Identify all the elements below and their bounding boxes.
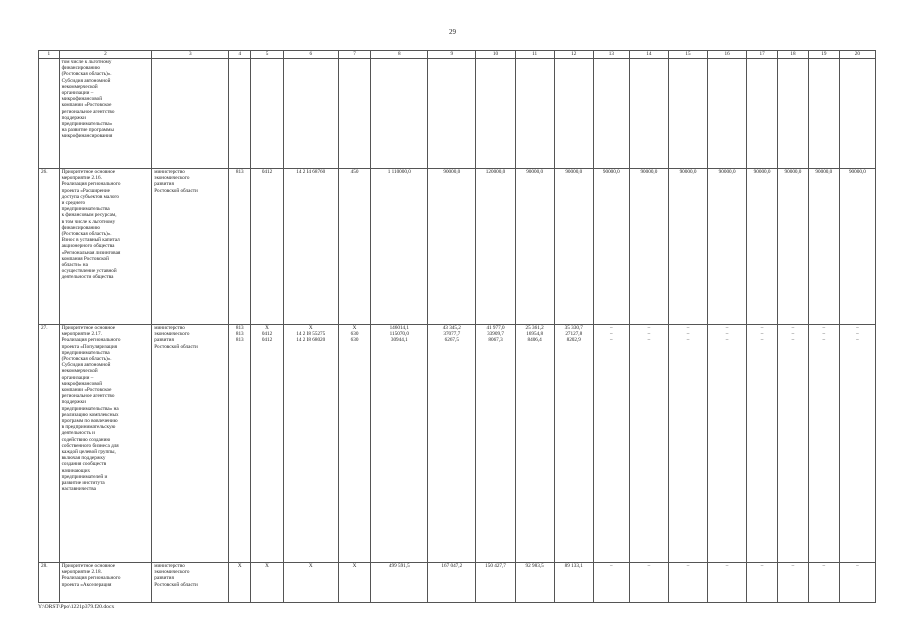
amount-cell: 90000,0 [848,169,866,175]
amount-cell: – [610,563,613,569]
table-cell [778,59,809,169]
amount-cell: – [856,563,859,569]
amount-cell: X [352,563,357,569]
table-cell [778,325,809,563]
row-number: 26. [41,169,48,175]
table-cell [476,169,515,325]
amount-cell: – [647,563,651,569]
table-cell [515,169,554,325]
table-cell [839,325,875,563]
table-cell [59,563,152,603]
table-cell [668,169,707,325]
responsible-executor: министерство экономического развития Ростовской области [154,563,198,588]
table-cell [808,563,839,603]
amount-cell: 0412 [261,169,273,175]
amount-cell: X [237,563,242,569]
table-cell [229,563,251,603]
amount-cell: 90000,0 [640,169,658,175]
amount-cell: 90000,0 [602,169,620,175]
table-cell [554,325,593,563]
table-cell [708,169,747,325]
table-cell [668,563,707,603]
amount-cell: – [822,563,826,569]
header-cell: 6 [283,51,338,59]
table-cell [283,59,338,169]
table-cell [229,169,251,325]
table-cell [476,563,515,603]
responsible-executor: министерство экономического развития Ростовской области [154,325,198,350]
amount-cell: – [791,563,795,569]
table-cell [283,563,338,603]
amount-cell: – [725,563,729,569]
amount-cell: 150 427,7 [485,563,506,569]
table-cell [515,563,554,603]
table-cell [708,325,747,563]
table-cell [39,169,60,325]
amount-cell: 167 047,2 [441,563,463,569]
table-cell [39,325,60,563]
amount-cell: – [760,563,764,569]
table-row [39,325,876,563]
header-cell: 5 [251,51,284,59]
table-cell [283,325,338,563]
table-cell [747,169,778,325]
header-cell: 12 [554,51,593,59]
header-cell: 13 [593,51,629,59]
table-cell [629,325,668,563]
header-cell: 1 [39,51,60,59]
header-cell: 9 [428,51,476,59]
table-cell [371,325,428,563]
amount-cell: – – – [822,325,826,344]
table-cell [668,59,707,169]
table-cell [839,169,875,325]
amount-cell: 813 [235,169,244,175]
table-cell [251,169,284,325]
table-cell [839,59,875,169]
table-cell [476,325,515,563]
header-cell: 16 [708,51,747,59]
header-cell: 4 [229,51,251,59]
amount-cell: 90000,0 [815,169,833,175]
table-cell [515,59,554,169]
amount-cell: – – – [760,325,764,344]
amount-cell: – [686,563,690,569]
table-cell [283,169,338,325]
table-cell [808,169,839,325]
table-cell [229,59,251,169]
amount-cell: 90000,0 [526,169,544,175]
table-cell [371,59,428,169]
table-cell [428,325,476,563]
table-cell [593,59,629,169]
table-cell [338,59,371,169]
event-description: Приоритетное основное мероприятие 2.18. Реализация регионального проекта «Акселерация [61,563,121,588]
amount-cell: 89 133,1 [564,563,583,569]
table-cell [59,325,152,563]
amount-cell: X 0412 0412 [261,325,273,344]
table-row [39,563,876,603]
table-cell [808,325,839,563]
table-cell [338,563,371,603]
header-cell: 10 [476,51,515,59]
table-cell [251,325,284,563]
table-cell [428,563,476,603]
table-cell [229,325,251,563]
table-cell [554,59,593,169]
header-cell: 14 [629,51,668,59]
responsible-executor: министерство экономического развития Ростовской области [154,169,198,194]
amount-cell: 90000,0 [565,169,583,175]
table-cell [371,169,428,325]
amount-cell: 43 345,2 37077,7 6267,5 [442,325,461,344]
table-cell [251,59,284,169]
table-cell [629,59,668,169]
table-cell [515,325,554,563]
row-number: 27. [41,325,48,331]
table-cell [428,59,476,169]
table-cell [629,169,668,325]
amount-cell: – – – [647,325,651,344]
header-cell: 8 [371,51,428,59]
table-cell [593,169,629,325]
amount-cell: 90000,0 [679,169,697,175]
table-cell [778,563,809,603]
header-cell: 19 [808,51,839,59]
table-cell [338,325,371,563]
table-cell [747,59,778,169]
event-description: Приоритетное основное мероприятие 2.17. Реализация регионального проекта «Популяризация предпринимательства (Ростовская область)». Субсидия автономной некоммерческой организации – микрофинансовой компании «Ростовское региональное агентство поддержки предпринимательства» на реализацию комплексных программ по вовлечению в предпринимательскую деятельность и содействию созданию собственного бизнеса для каждой целевой группы, включая поддержку создания сообществ начинающих предпринимателей и развитие института наставничества [61,325,121,493]
header-cell: 2 [59,51,152,59]
table-cell [839,563,875,603]
table-cell [708,59,747,169]
table-cell [708,563,747,603]
table-cell [747,325,778,563]
row-number: 28. [41,563,48,569]
table-cell [152,169,229,325]
table-cell [778,169,809,325]
table-cell [152,59,229,169]
file-path-footer: Y:\ORST\Ppo\1221p379.f20.docx [38,604,115,610]
table-cell [39,563,60,603]
amount-cell: 146014,1 115070,0 30944,1 [389,325,410,344]
table-cell [747,563,778,603]
table-cell [39,59,60,169]
header-row [39,51,876,59]
table-cell [59,169,152,325]
amount-cell: – – – [791,325,795,344]
header-cell: 11 [515,51,554,59]
table-cell [668,325,707,563]
table-cell [593,563,629,603]
table-cell [428,169,476,325]
amount-cell: 450 [350,169,359,175]
amount-cell: 120000,0 [485,169,506,175]
header-cell: 17 [747,51,778,59]
amount-cell: – – – [610,325,613,344]
amount-cell: 90000,0 [753,169,771,175]
table-cell [554,563,593,603]
amount-cell: 41 977,0 33909,7 8067,3 [486,325,505,344]
amount-cell: 92 983,5 [525,563,544,569]
amount-cell: 90000,0 [443,169,461,175]
amount-cell: 1 110000,0 [387,169,411,175]
table-cell [251,563,284,603]
table-cell [59,59,152,169]
table-cell [476,59,515,169]
table-row [39,59,876,169]
amount-cell: 813 813 813 [235,325,244,344]
table-cell [152,563,229,603]
header-cell: 3 [152,51,229,59]
event-description: том числе к льготному финансированию (Ростовская область)». Субсидия автономной некоммерческой организации – микрофинансовой компании «Ростовское региональное агентство поддержки предпринимательства» на развитие программы микрофинансирования [61,59,115,140]
amount-cell: X [308,563,313,569]
header-cell: 7 [338,51,371,59]
table-cell [371,563,428,603]
amount-cell: 14 2 I4 68760 [296,169,326,175]
amount-cell: X 14 2 I8 55275 14 2 I8 68020 [296,325,326,344]
amount-cell: – – – [856,325,859,344]
amount-cell: 499 591,5 [388,563,410,569]
amount-cell: 90000,0 [718,169,736,175]
page-number: 29 [449,28,456,36]
amount-cell: – – – [686,325,690,344]
table-cell [338,169,371,325]
amount-cell: 90000,0 [784,169,802,175]
table-cell [808,59,839,169]
budget-table [38,50,876,603]
table-cell [152,325,229,563]
amount-cell: 25 361,2 16954,8 8406,4 [525,325,544,344]
header-cell: 15 [668,51,707,59]
table-cell [554,169,593,325]
header-cell: 20 [839,51,875,59]
header-cell: 18 [778,51,809,59]
amount-cell: – – – [725,325,729,344]
amount-cell: X [265,563,269,569]
amount-cell: 35 330,7 27127,8 8202,9 [564,325,583,344]
table-cell [593,325,629,563]
table-cell [629,563,668,603]
table-row [39,169,876,325]
event-description: Приоритетное основное мероприятие 2.16. Реализация регионального проекта «Расширение доступа субъектов малого и среднего предпринимательства к финансовым ресурсам, в том числе к льготному финансированию (Ростовская область)». Взнос в уставный капитал акционерного общества «Региональная лизинговая компания Ростовской области» на осуществление уставной деятельности общества [61,169,121,281]
amount-cell: X 630 630 [350,325,359,344]
